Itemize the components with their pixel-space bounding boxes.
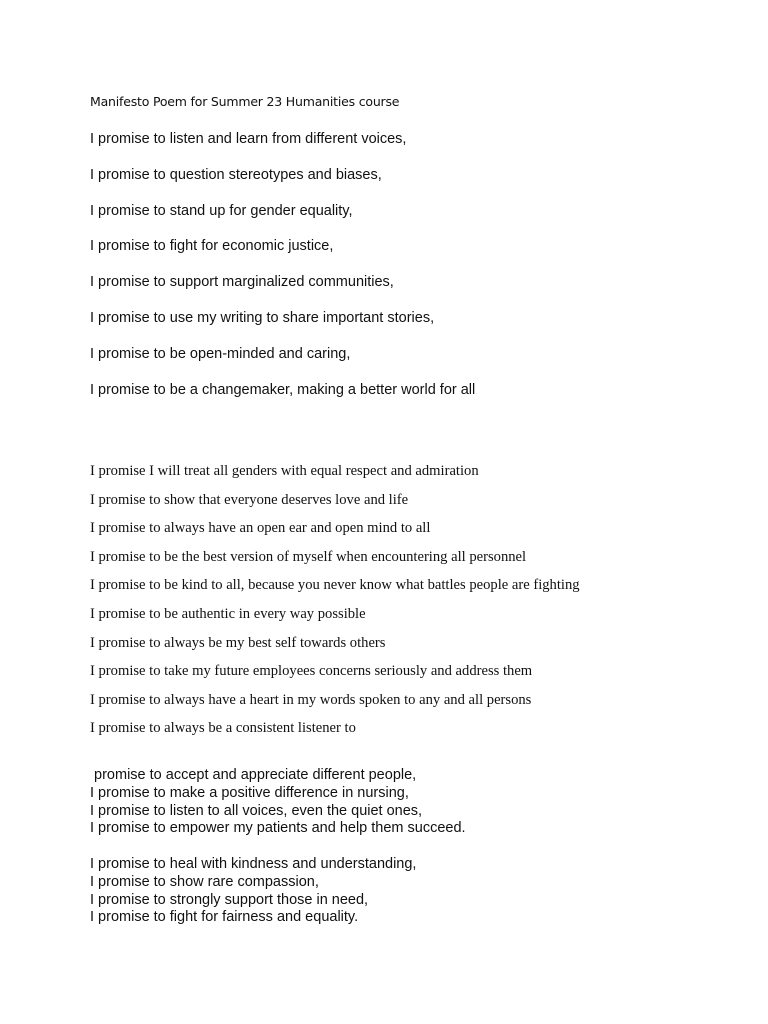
poem-line: I promise to always be a consistent listener to [90, 720, 356, 737]
poem-line: I promise to stand up for gender equality, [90, 202, 353, 219]
poem-line: I promise to be the best version of myself when encountering all personnel [90, 548, 527, 565]
poem-line: I promise to fight for fairness and equality. [90, 909, 359, 926]
poem-line: I promise to be authentic in every way possible [90, 605, 366, 622]
poem-line: I promise to be a changemaker, making a better world for all [90, 381, 476, 398]
stanza-1 [90, 131, 475, 417]
poem-line: I promise to always have an open ear and open mind to all [90, 520, 431, 537]
stanza-2 [90, 463, 580, 749]
poem-line: I promise to use my writing to share important stories, [90, 309, 435, 326]
poem-line: I promise to listen and learn from different voices, [90, 131, 407, 147]
poem-line: I promise to listen to all voices, even the quiet ones, [90, 802, 423, 819]
poem-line: I promise to show rare compassion, [90, 873, 319, 890]
poem-line: I promise to always be my best self towards others [90, 634, 386, 651]
poem-line: I promise to fight for economic justice, [90, 238, 334, 255]
poem-line: I promise to always have a heart in my words spoken to any and all persons [90, 691, 532, 708]
poem-line: I promise to empower my patients and help them succeed. [90, 820, 466, 837]
poem-line: I promise to show that everyone deserves love and life [90, 491, 409, 508]
poem-line: I promise to take my future employees concerns seriously and address them [90, 663, 533, 680]
poem-line: I promise to be kind to all, because you never know what battles people are fighting [90, 577, 580, 594]
stanza-4 [90, 856, 416, 927]
document-title: Manifesto Poem for Summer 23 Humanities course [90, 94, 400, 109]
poem-line: I promise to make a positive difference in nursing, [90, 784, 409, 801]
poem-line: I promise to heal with kindness and understanding, [90, 856, 417, 872]
poem-line: I promise to question stereotypes and biases, [90, 166, 382, 183]
poem-line: I promise I will treat all genders with equal respect and admiration [90, 463, 479, 479]
poem-line: promise to accept and appreciate different people, [90, 767, 417, 783]
poem-line: I promise to be open-minded and caring, [90, 345, 351, 362]
poem-line: I promise to strongly support those in need, [90, 891, 369, 908]
stanza-3 [90, 767, 466, 838]
poem-line: I promise to support marginalized communities, [90, 274, 394, 291]
